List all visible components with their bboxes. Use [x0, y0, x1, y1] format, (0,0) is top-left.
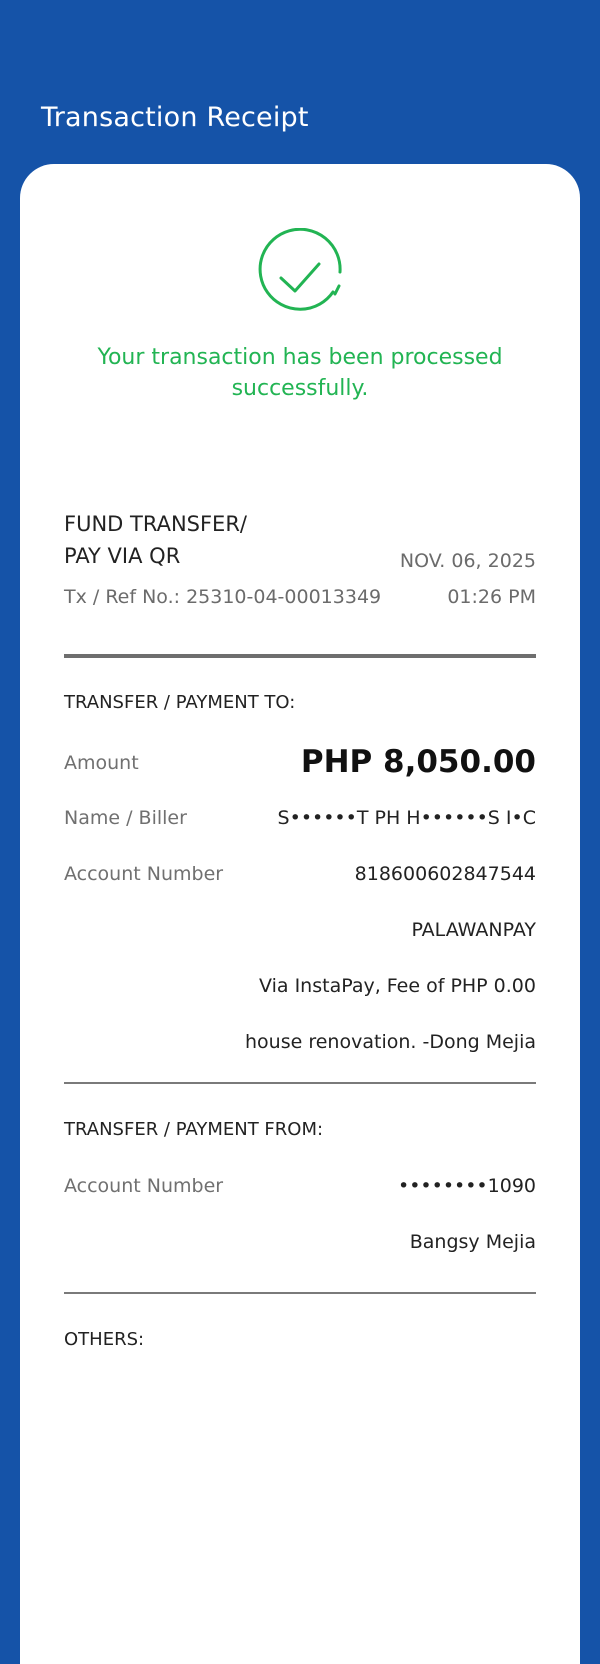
from-account-label: Account Number — [64, 1175, 224, 1197]
sender-name: Bangsy Mejia — [409, 1231, 536, 1253]
amount-label: Amount — [64, 752, 139, 774]
fee-info: Via InstaPay, Fee of PHP 0.00 — [259, 975, 536, 997]
section-title-others: OTHERS: — [64, 1329, 145, 1350]
header-divider — [64, 654, 536, 658]
transaction-time: 01:26 PM — [447, 586, 536, 608]
bank-name: PALAWANPAY — [411, 919, 536, 941]
page-title: Transaction Receipt — [41, 102, 309, 133]
name-label: Name / Biller — [64, 807, 187, 829]
transfer-note: house renovation. -Dong Mejia — [245, 1031, 536, 1053]
name-value: S••••••T PH H••••••S I•C — [277, 807, 536, 829]
section-divider — [64, 1292, 536, 1294]
to-account-label: Account Number — [64, 863, 224, 885]
from-account-value: ••••••••1090 — [397, 1175, 536, 1197]
section-divider — [64, 1082, 536, 1084]
section-title-to: TRANSFER / PAYMENT TO: — [64, 692, 296, 713]
receipt-card — [20, 164, 580, 1664]
success-message: Your transaction has been processed successfully. — [97, 345, 503, 401]
section-title-from: TRANSFER / PAYMENT FROM: — [64, 1119, 324, 1140]
to-account-value: 818600602847544 — [354, 863, 536, 885]
transaction-date: NOV. 06, 2025 — [399, 550, 536, 572]
amount-value: PHP 8,050.00 — [300, 744, 536, 780]
check-circle-icon — [251, 228, 351, 328]
reference-number: Tx / Ref No.: 25310-04-00013349 — [64, 586, 382, 608]
transaction-type: FUND TRANSFER/ PAY VIA QR — [64, 512, 247, 568]
